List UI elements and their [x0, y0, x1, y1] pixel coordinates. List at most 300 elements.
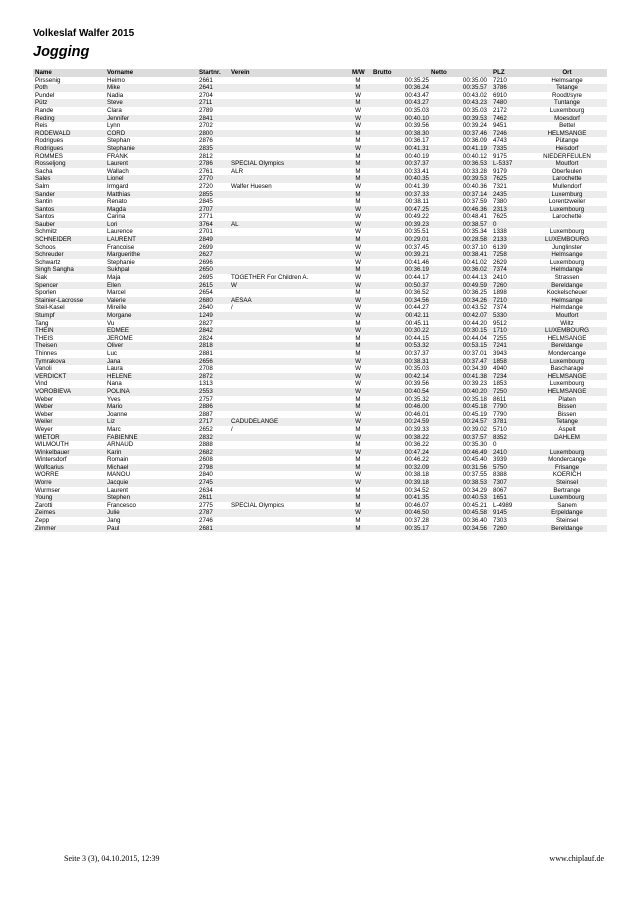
cell-mw: W [355, 243, 361, 251]
cell-vorname: Laurent [107, 160, 128, 168]
cell-vorname: Stephan [107, 137, 131, 145]
cell-startnr: 2824 [199, 334, 213, 342]
document-title: Volkeslaf Walfer 2015 [33, 28, 135, 39]
table-row [33, 479, 607, 487]
cell-netto: 00:45.58 [462, 509, 487, 517]
cell-mw: W [355, 251, 361, 259]
cell-ort: LUXEMBOURG [544, 327, 589, 335]
cell-ort: Bascharage [550, 365, 584, 373]
table-row [33, 244, 607, 252]
cell-plz: 3781 [493, 418, 507, 426]
cell-startnr: 2800 [199, 129, 213, 137]
cell-mw: M [355, 501, 361, 509]
cell-mw: W [355, 380, 361, 388]
cell-ort: Helmsange [551, 76, 583, 84]
cell-brutto: 00:46.22 [404, 456, 429, 464]
cell-netto: 00:36.53 [462, 160, 487, 168]
cell-mw: M [355, 84, 361, 92]
cell-plz: 2133 [493, 236, 507, 244]
cell-startnr: 2634 [199, 486, 213, 494]
cell-plz: 0 [493, 441, 497, 449]
cell-name: Worre [35, 479, 52, 487]
cell-mw: M [355, 167, 361, 175]
cell-vorname: Laura [107, 365, 123, 373]
cell-vorname: Jacquie [107, 479, 129, 487]
cell-plz: 0 [493, 220, 497, 228]
cell-ort: Bissen [557, 403, 577, 411]
cell-netto: 00:46.36 [462, 205, 487, 213]
cell-name: Wintersdorf [35, 456, 67, 464]
cell-name: Weber [35, 403, 54, 411]
cell-brutto: 00:40.54 [404, 387, 429, 395]
cell-netto: 00:40.20 [462, 387, 487, 395]
cell-vorname: Maja [107, 274, 121, 282]
cell-startnr: 2553 [199, 387, 213, 395]
cell-ort: Roodt/syre [552, 91, 582, 99]
cell-brutto: 00:39.56 [404, 380, 429, 388]
table-row [33, 365, 607, 373]
cell-vorname: Vu [107, 319, 115, 327]
cell-ort: HELMSANGE [547, 129, 587, 137]
cell-vorname: FRANK [107, 152, 128, 160]
cell-startnr: 2682 [199, 448, 213, 456]
cell-vorname: Wallach [107, 167, 129, 175]
cell-startnr: 2641 [199, 84, 213, 92]
cell-netto: 00:39.53 [462, 114, 487, 122]
cell-netto: 00:48.41 [462, 213, 487, 221]
cell-ort: LUXEMBOURG [544, 236, 589, 244]
table-row [33, 289, 607, 297]
cell-vorname: Renato [107, 198, 127, 206]
cell-mw: W [355, 372, 361, 380]
cell-name: Zimmer [35, 524, 56, 532]
cell-mw: M [355, 289, 361, 297]
cell-verein: ALR [231, 167, 244, 175]
cell-vorname: Valerie [107, 296, 126, 304]
cell-mw: W [355, 357, 361, 365]
cell-plz: 9175 [493, 152, 507, 160]
cell-netto: 00:37.57 [462, 433, 487, 441]
cell-vorname: Joanne [107, 410, 128, 418]
cell-vorname: Karin [107, 448, 122, 456]
cell-brutto: 00:46.00 [404, 403, 429, 411]
cell-plz: 7374 [493, 266, 507, 274]
cell-name: Zepp [35, 517, 50, 525]
cell-name: Zarotti [35, 501, 53, 509]
cell-mw: W [355, 418, 361, 426]
cell-vorname: Marc [107, 425, 121, 433]
cell-name: Schwartz [35, 258, 61, 266]
cell-netto: 00:37.10 [462, 243, 487, 251]
cell-vorname: Marcel [107, 289, 126, 297]
cell-netto: 00:24.57 [462, 418, 487, 426]
cell-plz: 8067 [493, 486, 507, 494]
cell-brutto: 00:47.25 [404, 205, 429, 213]
cell-startnr: 2786 [199, 160, 213, 168]
cell-ort: Tuntange [554, 99, 580, 107]
cell-netto: 00:49.59 [462, 281, 487, 289]
table-row [33, 312, 607, 320]
cell-ort: HELMSANGE [547, 387, 587, 395]
table-row [33, 183, 607, 191]
table-row [33, 434, 607, 442]
table-row [33, 175, 607, 183]
cell-vorname: Paul [107, 524, 120, 532]
cell-verein: CADUDELANGE [231, 418, 279, 426]
cell-vorname: EDMEE [107, 327, 130, 335]
cell-netto: 00:35.03 [462, 106, 487, 114]
cell-mw: M [355, 175, 361, 183]
cell-startnr: 2640 [199, 304, 213, 312]
cell-startnr: 2701 [199, 228, 213, 236]
cell-plz: 9512 [493, 319, 507, 327]
cell-ort: Pütange [555, 137, 579, 145]
cell-brutto: 00:35.25 [404, 76, 429, 84]
cell-name: Pundel [35, 91, 55, 99]
cell-mw: M [355, 236, 361, 244]
cell-startnr: 2708 [199, 365, 213, 373]
cell-brutto: 00:46.07 [404, 501, 429, 509]
table-row [33, 236, 607, 244]
cell-netto: 00:40.12 [462, 152, 487, 160]
table-row [33, 320, 607, 328]
cell-netto: 00:41.38 [462, 372, 487, 380]
cell-vorname: Francoise [107, 243, 135, 251]
cell-ort: Platen [558, 395, 576, 403]
cell-brutto: 00:42.14 [404, 372, 429, 380]
table-row [33, 99, 607, 107]
cell-mw: M [355, 441, 361, 449]
cell-startnr: 2681 [199, 524, 213, 532]
cell-netto: 00:31.56 [462, 463, 487, 471]
cell-brutto: 00:35.03 [404, 106, 429, 114]
cell-ort: Mondercange [548, 456, 586, 464]
cell-startnr: 2798 [199, 463, 213, 471]
cell-name: Reis [35, 122, 48, 130]
cell-brutto: 00:33.41 [404, 167, 429, 175]
cell-vorname: Lynn [107, 122, 121, 130]
cell-name: Singh Sangha [35, 266, 74, 274]
cell-mw: M [355, 99, 361, 107]
table-row [33, 297, 607, 305]
cell-ort: HELMSANGE [547, 372, 587, 380]
table-row [33, 358, 607, 366]
cell-plz: L-5337 [493, 160, 513, 168]
cell-plz: 7255 [493, 334, 507, 342]
cell-vorname: POLINA [107, 387, 130, 395]
cell-name: VOROBIEVA [35, 387, 71, 395]
cell-name: Weber [35, 410, 54, 418]
cell-mw: W [355, 228, 361, 236]
cell-mw: W [355, 281, 361, 289]
cell-name: Stumpf [35, 312, 55, 319]
cell-name: Sauber [35, 220, 55, 228]
cell-vorname: Liz [107, 418, 115, 426]
cell-verein: / [231, 304, 233, 312]
cell-plz: 2313 [493, 205, 507, 213]
cell-name: Siak [35, 274, 48, 282]
cell-brutto: 00:36.19 [404, 266, 429, 274]
cell-ort: Luxembourg [549, 258, 585, 266]
table-row [33, 327, 607, 335]
table-row [33, 266, 607, 274]
cell-name: Tang [35, 319, 49, 327]
table-row [33, 403, 607, 411]
cell-vorname: Morgane [107, 312, 132, 319]
cell-plz: 9179 [493, 167, 507, 175]
cell-mw: M [355, 517, 361, 525]
cell-netto: 00:34.26 [462, 296, 487, 304]
cell-name: Wurmser [35, 486, 60, 494]
table-row [33, 84, 607, 92]
cell-mw: W [355, 91, 361, 99]
cell-startnr: 2872 [199, 372, 213, 380]
table-row [33, 153, 607, 161]
cell-brutto: 00:36.22 [404, 441, 429, 449]
cell-netto: 00:37.55 [462, 471, 487, 479]
cell-brutto: 00:40.35 [404, 175, 429, 183]
cell-netto: 00:36.40 [462, 517, 487, 525]
cell-ort: Helmdange [551, 304, 583, 312]
cell-name: Vind [35, 380, 48, 388]
cell-netto: 00:39.23 [462, 380, 487, 388]
cell-ort: Frisange [554, 463, 580, 471]
cell-brutto: 00:36.52 [404, 289, 429, 297]
cell-ort: Luxembourg [549, 448, 585, 456]
cell-startnr: 2627 [199, 251, 213, 259]
cell-name: Winkelbauer [35, 448, 70, 456]
table-row [33, 77, 607, 85]
table-row [33, 191, 607, 199]
cell-startnr: 2608 [199, 456, 213, 464]
cell-netto: 00:37.47 [462, 357, 487, 365]
cell-name: Sales [35, 175, 51, 183]
cell-ort: Mondercange [548, 349, 586, 357]
cell-vorname: Ellen [107, 281, 121, 289]
cell-brutto: 00:37.37 [404, 160, 429, 168]
cell-name: Schoos [35, 243, 56, 251]
cell-mw: M [355, 342, 361, 350]
cell-plz: 1858 [493, 357, 507, 365]
table-row [33, 380, 607, 388]
cell-startnr: 2654 [199, 289, 213, 297]
cell-vorname: Clara [107, 106, 122, 114]
table-row [33, 388, 607, 396]
cell-brutto: 00:30.22 [404, 327, 429, 335]
cell-mw: W [355, 327, 361, 335]
table-row [33, 122, 607, 130]
cell-ort: Moutfort [555, 312, 579, 319]
cell-startnr: 2757 [199, 395, 213, 403]
cell-mw: W [355, 410, 361, 418]
cell-plz: 2410 [493, 274, 507, 282]
cell-vorname: Nadia [107, 91, 124, 99]
cell-brutto: 00:45.11 [405, 319, 429, 327]
header-mw: M/W [352, 69, 365, 76]
cell-mw: M [355, 129, 361, 137]
cell-plz: 7210 [493, 76, 507, 84]
cell-startnr: 2711 [199, 99, 213, 107]
cell-name: Weiler [35, 418, 53, 426]
cell-name: Weyer [35, 425, 53, 433]
table-row [33, 228, 607, 236]
cell-name: RODEWALD [35, 129, 71, 137]
cell-vorname: MANOU [107, 471, 131, 479]
cell-startnr: 2680 [199, 296, 213, 304]
cell-name: Theisen [35, 342, 58, 350]
cell-ort: Wiltz [560, 319, 574, 327]
cell-mw: M [355, 403, 361, 411]
cell-brutto: 00:37.37 [404, 349, 429, 357]
cell-plz: 6910 [493, 91, 507, 99]
cell-name: Poth [35, 84, 48, 92]
header-ort: Ort [562, 69, 572, 76]
cell-vorname: Lori [107, 220, 118, 228]
cell-name: Spencer [35, 281, 59, 289]
cell-startnr: 2845 [199, 198, 213, 206]
cell-plz: 7480 [493, 99, 507, 107]
cell-vorname: Francesco [107, 501, 136, 509]
cell-name: SCHNEIDER [35, 236, 72, 244]
cell-brutto: 00:39.18 [404, 479, 429, 487]
cell-brutto: 00:39.33 [404, 425, 429, 433]
table-row [33, 137, 607, 145]
cell-plz: 7246 [493, 129, 507, 137]
cell-plz: 8388 [493, 471, 507, 479]
cell-name: Zeimes [35, 509, 56, 517]
cell-plz: L-4989 [493, 501, 513, 509]
cell-ort: HELMSANGE [547, 334, 587, 342]
cell-plz: 5710 [493, 425, 507, 433]
cell-startnr: 2720 [199, 182, 213, 190]
cell-startnr: 2707 [199, 205, 213, 213]
table-row [33, 107, 607, 115]
cell-mw: M [355, 137, 361, 145]
cell-brutto: 00:34.56 [404, 296, 429, 304]
cell-startnr: 2656 [199, 357, 213, 365]
cell-vorname: Michael [107, 463, 129, 471]
cell-plz: 7462 [493, 114, 507, 122]
cell-ort: Bissen [557, 410, 577, 418]
cell-startnr: 2615 [199, 281, 213, 289]
cell-ort: Helmsange [551, 296, 583, 304]
cell-brutto: 00:44.15 [404, 334, 429, 342]
cell-startnr: 2832 [199, 433, 213, 441]
cell-mw: W [355, 106, 361, 114]
table-row [33, 160, 607, 168]
cell-ort: Tetange [555, 418, 579, 426]
table-row [33, 342, 607, 350]
cell-mw: M [355, 76, 361, 84]
cell-name: Santos [35, 205, 55, 213]
header-startnr: Startnr. [199, 69, 221, 76]
cell-netto: 00:37.14 [462, 190, 487, 198]
table-row [33, 418, 607, 426]
cell-name: Weber [35, 395, 54, 403]
cell-ort: Luxembourg [549, 357, 585, 365]
cell-netto: 00:45.19 [462, 410, 487, 418]
cell-ort: Luxemburg [551, 190, 583, 198]
table-row [33, 509, 607, 517]
cell-netto: 00:43.52 [462, 304, 487, 312]
cell-startnr: 2840 [199, 471, 213, 479]
cell-vorname: Marguerithe [107, 251, 141, 259]
cell-mw: M [355, 463, 361, 471]
cell-brutto: 00:40.10 [404, 114, 429, 122]
cell-plz: 2410 [493, 448, 507, 456]
cell-vorname: Magda [107, 205, 126, 213]
cell-name: Tymrakova [35, 357, 66, 365]
cell-plz: 7335 [493, 144, 507, 152]
cell-mw: W [355, 387, 361, 395]
table-row [33, 449, 607, 457]
cell-netto: 00:36.25 [462, 289, 487, 297]
cell-name: Schmitz [35, 228, 58, 236]
cell-vorname: Carina [107, 213, 126, 221]
cell-verein: W [231, 281, 237, 289]
table-row [33, 525, 607, 533]
cell-ort: Lorentzweiler [548, 198, 586, 206]
cell-startnr: 2611 [199, 494, 213, 502]
cell-plz: 7790 [493, 410, 507, 418]
cell-verein: AL [231, 220, 239, 228]
cell-vorname: LAURENT [107, 236, 136, 244]
cell-brutto: 00:37.28 [404, 517, 429, 525]
cell-plz: 1710 [493, 327, 507, 335]
cell-verein: TOGETHER For Children A. [231, 274, 309, 282]
header-brutto: Brutto [373, 69, 392, 76]
page-footer-info: Seite 3 (3), 04.10.2015, 12:39 [64, 854, 160, 863]
cell-brutto: 00:29.01 [404, 236, 429, 244]
cell-plz: 7241 [493, 342, 507, 350]
cell-netto: 00:35.18 [462, 395, 487, 403]
table-row [33, 213, 607, 221]
cell-ort: Luxembourg [549, 228, 585, 236]
cell-netto: 00:45.21 [462, 501, 487, 509]
cell-mw: M [355, 319, 361, 327]
cell-netto: 00:39.02 [462, 425, 487, 433]
cell-vorname: Laurence [107, 228, 133, 236]
cell-plz: 2435 [493, 190, 507, 198]
cell-name: Schreuder [35, 251, 64, 259]
cell-startnr: 2855 [199, 190, 213, 198]
cell-vorname: Yves [107, 395, 121, 403]
header-name: Name [35, 69, 52, 76]
cell-verein: / [231, 425, 233, 433]
cell-name: Stainier-Lacrosse [35, 296, 84, 304]
table-row [33, 198, 607, 206]
cell-name: Rodrigues [35, 144, 64, 152]
cell-name: WILMOUTH [35, 441, 69, 449]
cell-mw: M [355, 486, 361, 494]
table-row [33, 282, 607, 290]
cell-brutto: 00:44.27 [404, 304, 429, 312]
cell-brutto: 00:34.52 [404, 486, 429, 494]
cell-netto: 00:28.58 [462, 236, 487, 244]
cell-verein: SPECIAL Olympics [231, 501, 285, 509]
cell-verein: AESAA [231, 296, 252, 304]
cell-plz: 4743 [493, 137, 507, 145]
cell-startnr: 2789 [199, 106, 213, 114]
table-row [33, 145, 607, 153]
cell-plz: 7210 [493, 296, 507, 304]
cell-brutto: 00:39.23 [404, 220, 429, 228]
cell-vorname: Matthias [107, 190, 131, 198]
cell-vorname: Irmgard [107, 182, 129, 190]
cell-vorname: Jang [107, 517, 121, 525]
cell-name: THEIS [35, 334, 54, 342]
cell-netto: 00:38.41 [462, 251, 487, 259]
